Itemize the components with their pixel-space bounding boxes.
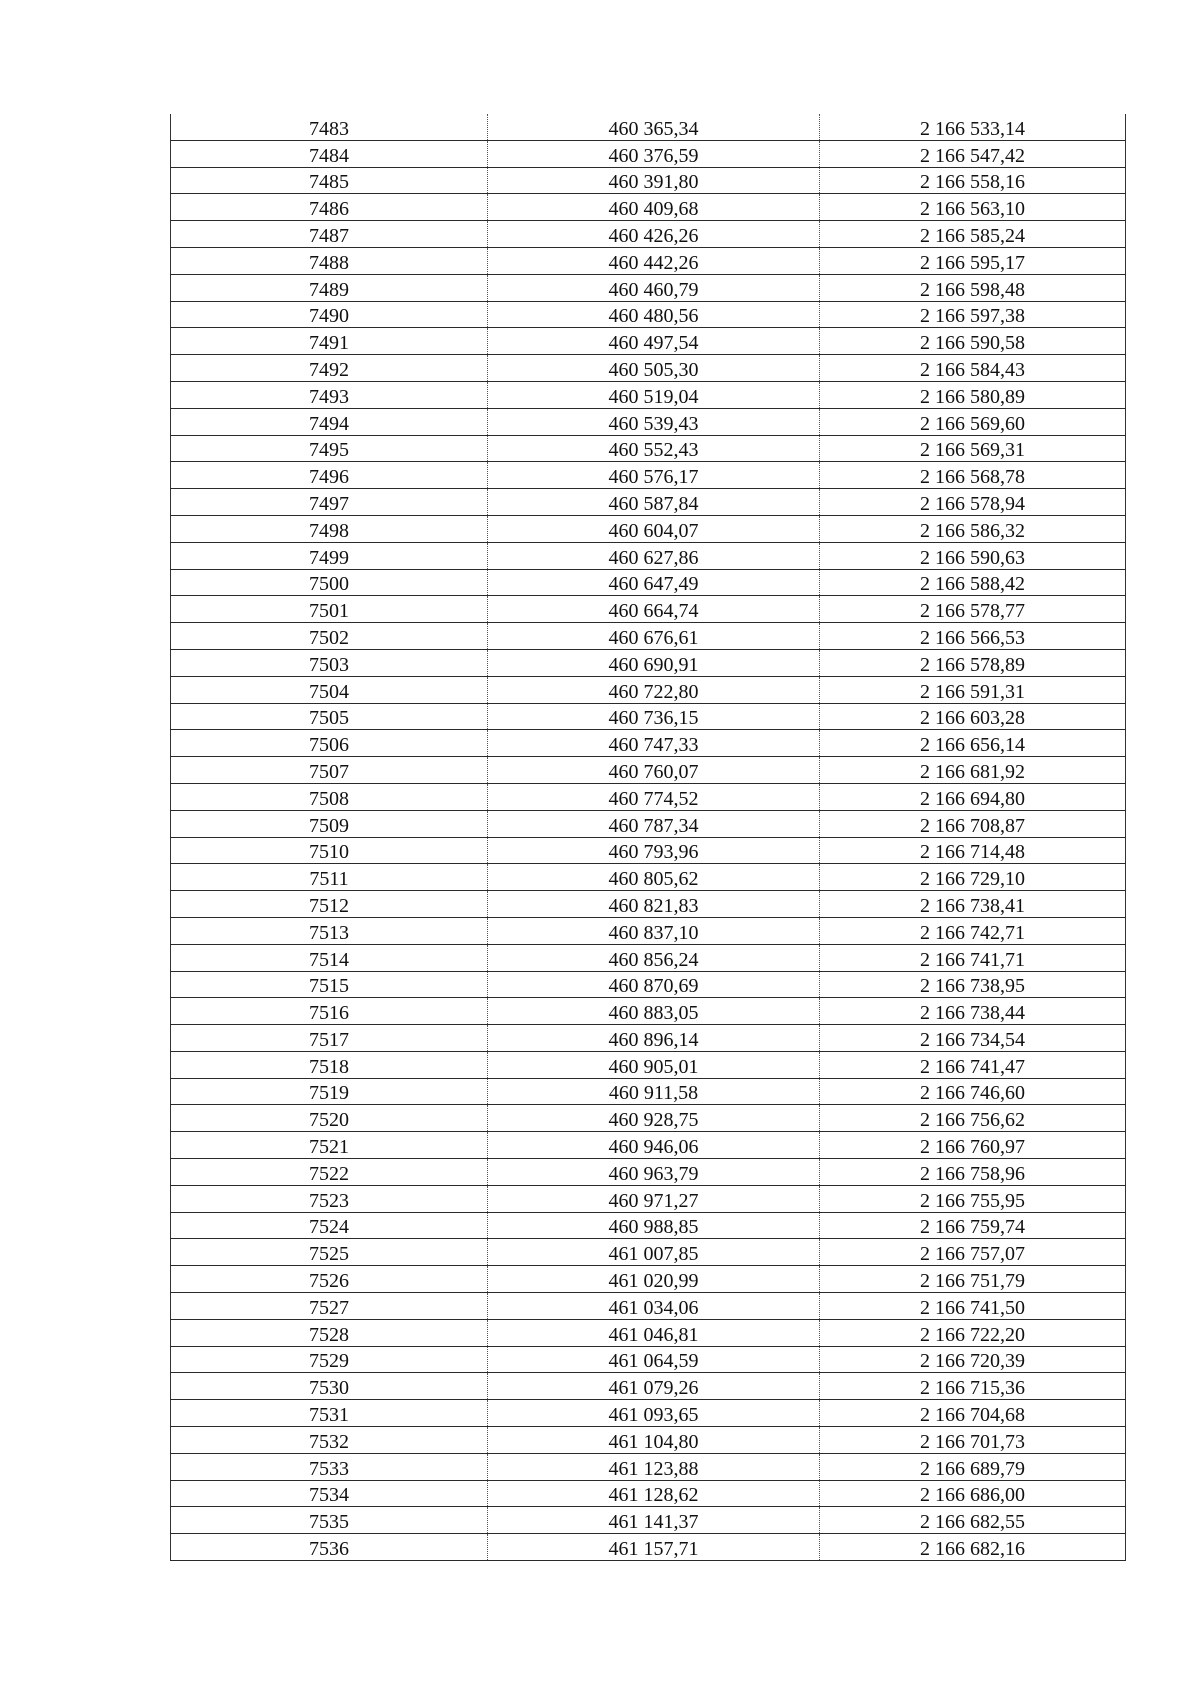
y-coordinate-cell: 2 166 597,38 <box>820 301 1126 328</box>
y-coordinate-cell: 2 166 738,41 <box>820 891 1126 918</box>
table-row <box>171 864 1126 891</box>
x-coordinate-cell: 461 128,62 <box>488 1480 820 1507</box>
y-coordinate-cell: 2 166 590,63 <box>820 542 1126 569</box>
table-row <box>171 515 1126 542</box>
point-number-cell: 7516 <box>171 998 488 1025</box>
y-coordinate-cell: 2 166 701,73 <box>820 1427 1126 1454</box>
table-row <box>171 703 1126 730</box>
x-coordinate-cell: 460 946,06 <box>488 1132 820 1159</box>
x-coordinate-cell: 460 442,26 <box>488 247 820 274</box>
y-coordinate-cell: 2 166 590,58 <box>820 328 1126 355</box>
point-number-cell: 7524 <box>171 1212 488 1239</box>
y-coordinate-cell: 2 166 746,60 <box>820 1078 1126 1105</box>
x-coordinate-cell: 460 676,61 <box>488 623 820 650</box>
point-number-cell: 7510 <box>171 837 488 864</box>
y-coordinate-cell: 2 166 751,79 <box>820 1266 1126 1293</box>
table-row <box>171 944 1126 971</box>
point-number-cell: 7535 <box>171 1507 488 1534</box>
point-number-cell: 7509 <box>171 810 488 837</box>
x-coordinate-cell: 460 971,27 <box>488 1185 820 1212</box>
y-coordinate-cell: 2 166 729,10 <box>820 864 1126 891</box>
table-row <box>171 1480 1126 1507</box>
point-number-cell: 7517 <box>171 1025 488 1052</box>
x-coordinate-cell: 460 604,07 <box>488 515 820 542</box>
table-row <box>171 489 1126 516</box>
table-row <box>171 1400 1126 1427</box>
y-coordinate-cell: 2 166 742,71 <box>820 917 1126 944</box>
y-coordinate-cell: 2 166 569,31 <box>820 435 1126 462</box>
x-coordinate-cell: 460 587,84 <box>488 489 820 516</box>
y-coordinate-cell: 2 166 682,55 <box>820 1507 1126 1534</box>
point-number-cell: 7504 <box>171 676 488 703</box>
y-coordinate-cell: 2 166 563,10 <box>820 194 1126 221</box>
y-coordinate-cell: 2 166 588,42 <box>820 569 1126 596</box>
point-number-cell: 7492 <box>171 355 488 382</box>
x-coordinate-cell: 460 552,43 <box>488 435 820 462</box>
y-coordinate-cell: 2 166 578,77 <box>820 596 1126 623</box>
table-row <box>171 247 1126 274</box>
x-coordinate-cell: 460 821,83 <box>488 891 820 918</box>
point-number-cell: 7493 <box>171 381 488 408</box>
x-coordinate-cell: 460 519,04 <box>488 381 820 408</box>
table-row <box>171 1373 1126 1400</box>
y-coordinate-cell: 2 166 741,47 <box>820 1051 1126 1078</box>
point-number-cell: 7498 <box>171 515 488 542</box>
y-coordinate-cell: 2 166 569,60 <box>820 408 1126 435</box>
table-row <box>171 757 1126 784</box>
y-coordinate-cell: 2 166 656,14 <box>820 730 1126 757</box>
x-coordinate-cell: 460 497,54 <box>488 328 820 355</box>
point-number-cell: 7491 <box>171 328 488 355</box>
y-coordinate-cell: 2 166 708,87 <box>820 810 1126 837</box>
x-coordinate-cell: 460 856,24 <box>488 944 820 971</box>
x-coordinate-cell: 460 837,10 <box>488 917 820 944</box>
table-row <box>171 998 1126 1025</box>
x-coordinate-cell: 460 760,07 <box>488 757 820 784</box>
table-row <box>171 569 1126 596</box>
point-number-cell: 7519 <box>171 1078 488 1105</box>
x-coordinate-cell: 460 805,62 <box>488 864 820 891</box>
table-row <box>171 1239 1126 1266</box>
table-row <box>171 1346 1126 1373</box>
table-row <box>171 1319 1126 1346</box>
x-coordinate-cell: 460 505,30 <box>488 355 820 382</box>
x-coordinate-cell: 460 576,17 <box>488 462 820 489</box>
y-coordinate-cell: 2 166 756,62 <box>820 1105 1126 1132</box>
x-coordinate-cell: 460 928,75 <box>488 1105 820 1132</box>
point-number-cell: 7530 <box>171 1373 488 1400</box>
table-row <box>171 435 1126 462</box>
x-coordinate-cell: 461 093,65 <box>488 1400 820 1427</box>
point-number-cell: 7484 <box>171 140 488 167</box>
table-row <box>171 730 1126 757</box>
x-coordinate-cell: 460 480,56 <box>488 301 820 328</box>
x-coordinate-cell: 460 793,96 <box>488 837 820 864</box>
table-row <box>171 891 1126 918</box>
coordinates-table-body <box>171 114 1126 1561</box>
point-number-cell: 7501 <box>171 596 488 623</box>
table-row <box>171 274 1126 301</box>
point-number-cell: 7511 <box>171 864 488 891</box>
point-number-cell: 7508 <box>171 783 488 810</box>
y-coordinate-cell: 2 166 715,36 <box>820 1373 1126 1400</box>
x-coordinate-cell: 460 690,91 <box>488 649 820 676</box>
x-coordinate-cell: 460 627,86 <box>488 542 820 569</box>
x-coordinate-cell: 460 911,58 <box>488 1078 820 1105</box>
point-number-cell: 7485 <box>171 167 488 194</box>
x-coordinate-cell: 460 988,85 <box>488 1212 820 1239</box>
point-number-cell: 7515 <box>171 971 488 998</box>
table-row <box>171 221 1126 248</box>
x-coordinate-cell: 461 079,26 <box>488 1373 820 1400</box>
table-row <box>171 1185 1126 1212</box>
y-coordinate-cell: 2 166 694,80 <box>820 783 1126 810</box>
x-coordinate-cell: 461 064,59 <box>488 1346 820 1373</box>
table-row <box>171 1427 1126 1454</box>
x-coordinate-cell: 460 896,14 <box>488 1025 820 1052</box>
table-row <box>171 596 1126 623</box>
point-number-cell: 7495 <box>171 435 488 462</box>
x-coordinate-cell: 460 774,52 <box>488 783 820 810</box>
y-coordinate-cell: 2 166 681,92 <box>820 757 1126 784</box>
x-coordinate-cell: 460 787,34 <box>488 810 820 837</box>
y-coordinate-cell: 2 166 580,89 <box>820 381 1126 408</box>
y-coordinate-cell: 2 166 734,54 <box>820 1025 1126 1052</box>
y-coordinate-cell: 2 166 586,32 <box>820 515 1126 542</box>
y-coordinate-cell: 2 166 598,48 <box>820 274 1126 301</box>
table-row <box>171 1132 1126 1159</box>
x-coordinate-cell: 461 020,99 <box>488 1266 820 1293</box>
y-coordinate-cell: 2 166 714,48 <box>820 837 1126 864</box>
y-coordinate-cell: 2 166 686,00 <box>820 1480 1126 1507</box>
x-coordinate-cell: 460 409,68 <box>488 194 820 221</box>
table-row <box>171 1159 1126 1186</box>
y-coordinate-cell: 2 166 720,39 <box>820 1346 1126 1373</box>
table-row <box>171 462 1126 489</box>
y-coordinate-cell: 2 166 738,44 <box>820 998 1126 1025</box>
point-number-cell: 7533 <box>171 1453 488 1480</box>
point-number-cell: 7514 <box>171 944 488 971</box>
point-number-cell: 7489 <box>171 274 488 301</box>
x-coordinate-cell: 461 157,71 <box>488 1534 820 1561</box>
y-coordinate-cell: 2 166 757,07 <box>820 1239 1126 1266</box>
y-coordinate-cell: 2 166 578,89 <box>820 649 1126 676</box>
point-number-cell: 7486 <box>171 194 488 221</box>
table-row <box>171 1293 1126 1320</box>
table-row <box>171 408 1126 435</box>
point-number-cell: 7528 <box>171 1319 488 1346</box>
table-row <box>171 623 1126 650</box>
point-number-cell: 7503 <box>171 649 488 676</box>
y-coordinate-cell: 2 166 533,14 <box>820 114 1126 140</box>
point-number-cell: 7487 <box>171 221 488 248</box>
table-row <box>171 1507 1126 1534</box>
table-row <box>171 355 1126 382</box>
y-coordinate-cell: 2 166 682,16 <box>820 1534 1126 1561</box>
point-number-cell: 7526 <box>171 1266 488 1293</box>
y-coordinate-cell: 2 166 578,94 <box>820 489 1126 516</box>
y-coordinate-cell: 2 166 568,78 <box>820 462 1126 489</box>
point-number-cell: 7532 <box>171 1427 488 1454</box>
point-number-cell: 7529 <box>171 1346 488 1373</box>
x-coordinate-cell: 460 391,80 <box>488 167 820 194</box>
y-coordinate-cell: 2 166 741,50 <box>820 1293 1126 1320</box>
x-coordinate-cell: 460 722,80 <box>488 676 820 703</box>
x-coordinate-cell: 460 736,15 <box>488 703 820 730</box>
x-coordinate-cell: 460 647,49 <box>488 569 820 596</box>
point-number-cell: 7488 <box>171 247 488 274</box>
point-number-cell: 7494 <box>171 408 488 435</box>
y-coordinate-cell: 2 166 758,96 <box>820 1159 1126 1186</box>
table-row <box>171 1212 1126 1239</box>
x-coordinate-cell: 461 046,81 <box>488 1319 820 1346</box>
table-row <box>171 1266 1126 1293</box>
table-row <box>171 381 1126 408</box>
point-number-cell: 7490 <box>171 301 488 328</box>
x-coordinate-cell: 460 376,59 <box>488 140 820 167</box>
table-row <box>171 1105 1126 1132</box>
table-row <box>171 328 1126 355</box>
y-coordinate-cell: 2 166 603,28 <box>820 703 1126 730</box>
table-row <box>171 649 1126 676</box>
table-row <box>171 1453 1126 1480</box>
y-coordinate-cell: 2 166 547,42 <box>820 140 1126 167</box>
y-coordinate-cell: 2 166 689,79 <box>820 1453 1126 1480</box>
y-coordinate-cell: 2 166 558,16 <box>820 167 1126 194</box>
x-coordinate-cell: 460 747,33 <box>488 730 820 757</box>
table-row <box>171 917 1126 944</box>
x-coordinate-cell: 460 426,26 <box>488 221 820 248</box>
y-coordinate-cell: 2 166 585,24 <box>820 221 1126 248</box>
point-number-cell: 7525 <box>171 1239 488 1266</box>
point-number-cell: 7506 <box>171 730 488 757</box>
table-row <box>171 810 1126 837</box>
table-row <box>171 167 1126 194</box>
table-row <box>171 1534 1126 1561</box>
y-coordinate-cell: 2 166 591,31 <box>820 676 1126 703</box>
x-coordinate-cell: 460 883,05 <box>488 998 820 1025</box>
point-number-cell: 7512 <box>171 891 488 918</box>
y-coordinate-cell: 2 166 595,17 <box>820 247 1126 274</box>
point-number-cell: 7518 <box>171 1051 488 1078</box>
table-row <box>171 1025 1126 1052</box>
table-row <box>171 783 1126 810</box>
x-coordinate-cell: 461 104,80 <box>488 1427 820 1454</box>
table-row <box>171 676 1126 703</box>
x-coordinate-cell: 460 365,34 <box>488 114 820 140</box>
y-coordinate-cell: 2 166 584,43 <box>820 355 1126 382</box>
x-coordinate-cell: 460 905,01 <box>488 1051 820 1078</box>
x-coordinate-cell: 461 141,37 <box>488 1507 820 1534</box>
table-row <box>171 301 1126 328</box>
point-number-cell: 7513 <box>171 917 488 944</box>
point-number-cell: 7497 <box>171 489 488 516</box>
point-number-cell: 7499 <box>171 542 488 569</box>
y-coordinate-cell: 2 166 722,20 <box>820 1319 1126 1346</box>
point-number-cell: 7523 <box>171 1185 488 1212</box>
table-row <box>171 140 1126 167</box>
table-row <box>171 194 1126 221</box>
point-number-cell: 7527 <box>171 1293 488 1320</box>
x-coordinate-cell: 461 034,06 <box>488 1293 820 1320</box>
table-row <box>171 837 1126 864</box>
y-coordinate-cell: 2 166 704,68 <box>820 1400 1126 1427</box>
table-row <box>171 114 1126 140</box>
table-row <box>171 542 1126 569</box>
point-number-cell: 7500 <box>171 569 488 596</box>
x-coordinate-cell: 461 123,88 <box>488 1453 820 1480</box>
y-coordinate-cell: 2 166 741,71 <box>820 944 1126 971</box>
x-coordinate-cell: 460 539,43 <box>488 408 820 435</box>
point-number-cell: 7502 <box>171 623 488 650</box>
point-number-cell: 7507 <box>171 757 488 784</box>
y-coordinate-cell: 2 166 738,95 <box>820 971 1126 998</box>
point-number-cell: 7536 <box>171 1534 488 1561</box>
y-coordinate-cell: 2 166 759,74 <box>820 1212 1126 1239</box>
point-number-cell: 7505 <box>171 703 488 730</box>
y-coordinate-cell: 2 166 755,95 <box>820 1185 1126 1212</box>
y-coordinate-cell: 2 166 760,97 <box>820 1132 1126 1159</box>
y-coordinate-cell: 2 166 566,53 <box>820 623 1126 650</box>
point-number-cell: 7522 <box>171 1159 488 1186</box>
x-coordinate-cell: 460 664,74 <box>488 596 820 623</box>
x-coordinate-cell: 460 963,79 <box>488 1159 820 1186</box>
x-coordinate-cell: 460 870,69 <box>488 971 820 998</box>
x-coordinate-cell: 460 460,79 <box>488 274 820 301</box>
point-number-cell: 7520 <box>171 1105 488 1132</box>
table-row <box>171 971 1126 998</box>
point-number-cell: 7534 <box>171 1480 488 1507</box>
point-number-cell: 7496 <box>171 462 488 489</box>
table-row <box>171 1078 1126 1105</box>
coordinates-table <box>170 114 1126 1561</box>
point-number-cell: 7483 <box>171 114 488 140</box>
x-coordinate-cell: 461 007,85 <box>488 1239 820 1266</box>
point-number-cell: 7531 <box>171 1400 488 1427</box>
table-row <box>171 1051 1126 1078</box>
point-number-cell: 7521 <box>171 1132 488 1159</box>
